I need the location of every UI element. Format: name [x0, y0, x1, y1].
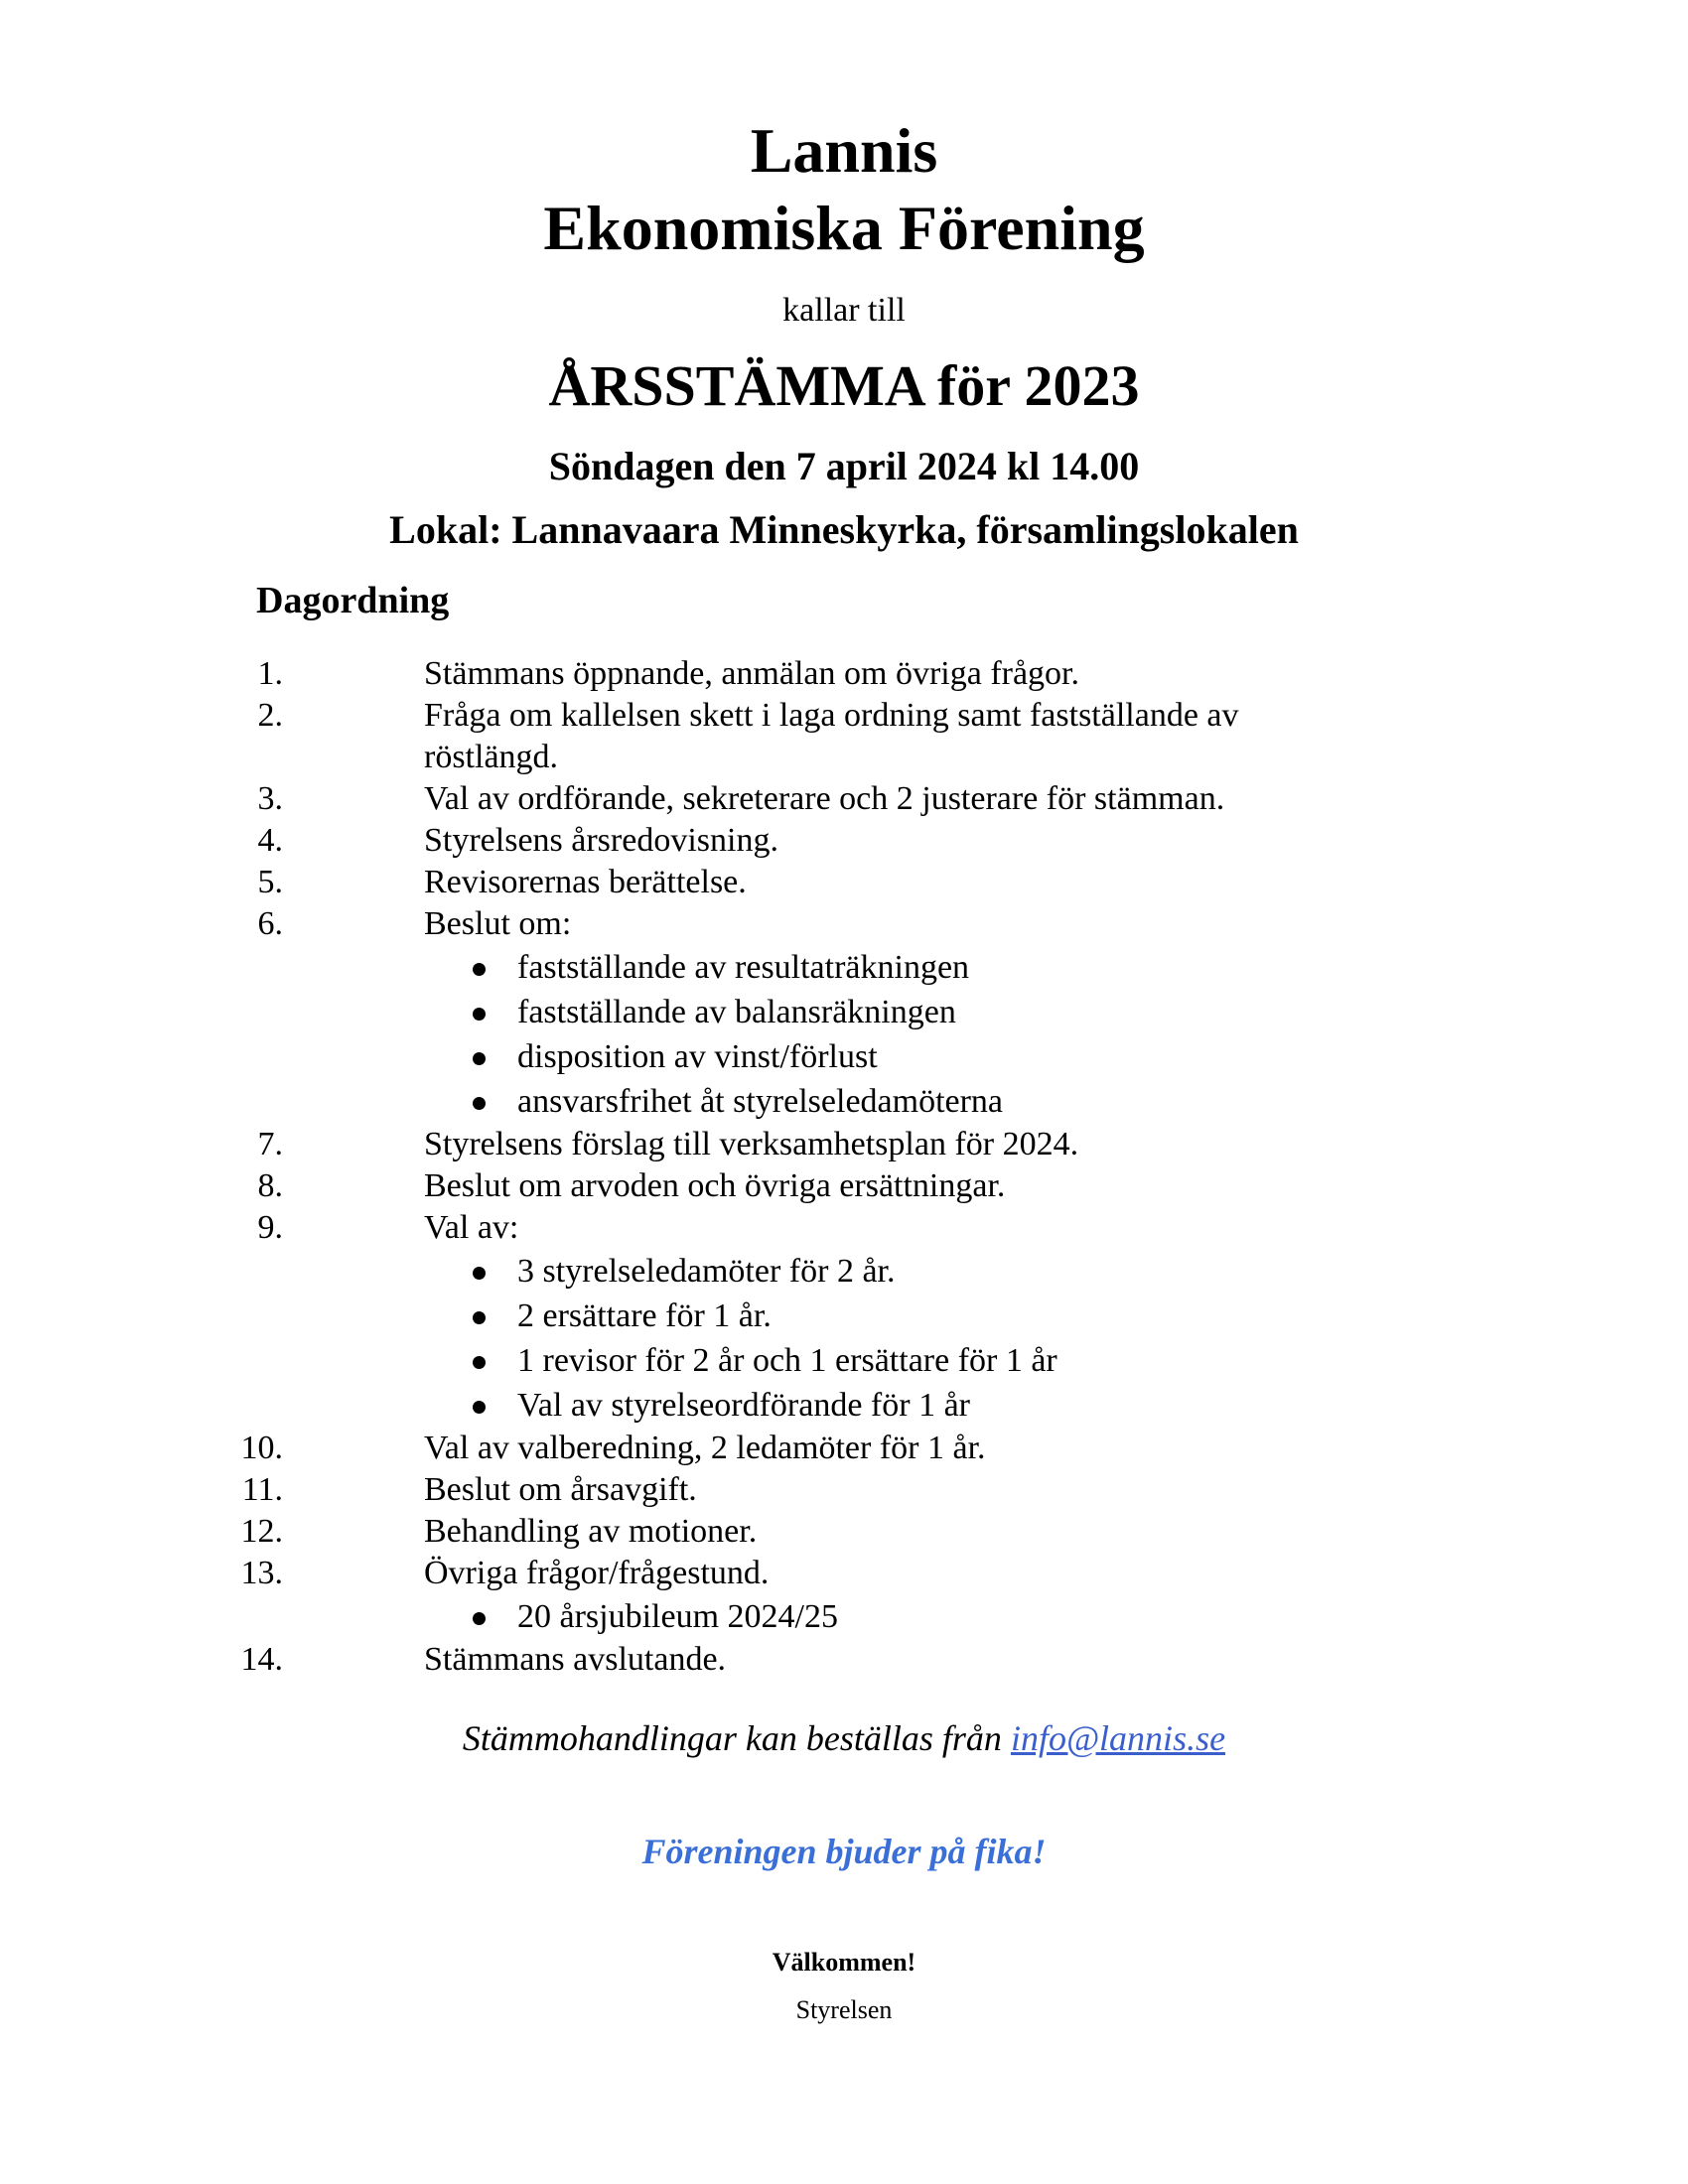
agenda-item-text: Stämmans avslutande. [424, 1641, 727, 1678]
agenda-item-number: 1. [257, 655, 283, 692]
bullet-icon [473, 1356, 486, 1369]
meeting-title: ÅRSSTÄMMA för 2023 [548, 353, 1140, 418]
calls-text: kallar till [782, 292, 906, 329]
agenda-item [0, 1207, 1688, 1249]
agenda-item [0, 1511, 1688, 1553]
agenda-item-text: Val av valberedning, 2 ledamöter för 1 år. [424, 1430, 986, 1466]
agenda-sub-item [0, 945, 1688, 990]
agenda-item [0, 1428, 1688, 1469]
agenda-item-text: Fråga om kallelsen skett i laga ordning samt fastställande av röstlängd. [424, 697, 1239, 775]
agenda-sub-item-text: disposition av vinst/förlust [517, 1038, 878, 1075]
agenda-item-number: 10. [240, 1430, 283, 1466]
bullet-icon [473, 1008, 486, 1021]
welcome-text: Välkommen! [772, 1948, 916, 1977]
agenda-item-text: Beslut om: [424, 905, 572, 942]
agenda-sub-item-text: 1 revisor för 2 år och 1 ersättare för 1 år [517, 1342, 1057, 1379]
agenda-item-number: 6. [257, 905, 283, 942]
agenda-item-number: 8. [257, 1167, 283, 1204]
agenda-item-number: 14. [240, 1641, 283, 1678]
agenda-item [0, 1639, 1688, 1681]
org-name-line1: Lannis [750, 115, 938, 186]
agenda-item [0, 862, 1688, 903]
agenda-sub-item-text: fastställande av balansräkningen [517, 994, 956, 1030]
signature: Styrelsen [795, 1995, 893, 2024]
bullet-icon [473, 1267, 486, 1280]
agenda-item-number: 2. [257, 697, 283, 734]
agenda-item-text: Styrelsens förslag till verksamhetsplan för 2024. [424, 1126, 1079, 1162]
agenda-sub-item [0, 1338, 1688, 1383]
agenda-sub-item [0, 1079, 1688, 1124]
agenda-item [0, 653, 1688, 695]
agenda-item [0, 1165, 1688, 1207]
agenda-item [0, 903, 1688, 945]
agenda-sub-item [0, 1249, 1688, 1294]
agenda-item-text: Revisorernas berättelse. [424, 864, 747, 900]
agenda-item [0, 695, 1688, 778]
bullet-icon [473, 1401, 486, 1414]
agenda-sub-item-text: ansvarsfrihet åt styrelseledamöterna [517, 1083, 1004, 1120]
agenda-item [0, 1553, 1688, 1594]
org-name-line2: Ekonomiska Förening [543, 193, 1145, 263]
documents-note-text: Stämmohandlingar kan beställas från [462, 1718, 1011, 1758]
agenda-sub-item [0, 1034, 1688, 1079]
agenda-item-text: Val av: [424, 1209, 519, 1246]
bullet-icon [473, 1097, 486, 1110]
meeting-venue: Lokal: Lannavaara Minneskyrka, församlingslokalen [389, 507, 1299, 552]
agenda-item [0, 820, 1688, 862]
agenda-list [0, 653, 1688, 1681]
agenda-item-number: 11. [241, 1471, 283, 1508]
agenda-item [0, 1124, 1688, 1165]
agenda-sub-item-text: fastställande av resultaträkningen [517, 949, 970, 986]
bullet-icon [473, 1052, 486, 1065]
agenda-heading: Dagordning [256, 580, 450, 621]
documents-note [0, 1720, 1688, 1756]
agenda-sub-item [0, 1594, 1688, 1639]
agenda-item [0, 778, 1688, 820]
agenda-sub-item-text: Val av styrelseordförande för 1 år [517, 1387, 970, 1424]
agenda-sub-item-text: 2 ersättare för 1 år. [517, 1297, 772, 1334]
agenda-item-text: Stämmans öppnande, anmälan om övriga frågor. [424, 655, 1079, 692]
agenda-item-number: 13. [240, 1555, 283, 1591]
agenda-item-text: Beslut om arvoden och övriga ersättningar. [424, 1167, 1006, 1204]
agenda-item-text: Behandling av motioner. [424, 1513, 758, 1550]
agenda-sub-item-text: 20 årsjubileum 2024/25 [517, 1598, 838, 1635]
agenda-item [0, 1469, 1688, 1511]
email-link[interactable]: info@lannis.se [1010, 1718, 1226, 1758]
agenda-sub-item-text: 3 styrelseledamöter för 2 år. [517, 1253, 896, 1290]
agenda-item-number: 3. [257, 780, 283, 817]
agenda-sub-item [0, 1294, 1688, 1338]
agenda-item-number: 9. [257, 1209, 283, 1246]
agenda-item-number: 12. [240, 1513, 283, 1550]
agenda-sub-item [0, 1383, 1688, 1428]
bullet-icon [473, 963, 486, 976]
agenda-item-text: Övriga frågor/frågestund. [424, 1555, 770, 1591]
bullet-icon [473, 1612, 486, 1625]
agenda-sub-item [0, 990, 1688, 1034]
agenda-item-number: 5. [257, 864, 283, 900]
agenda-item-text: Val av ordförande, sekreterare och 2 justerare för stämman. [424, 780, 1225, 817]
agenda-item-text: Styrelsens årsredovisning. [424, 822, 778, 859]
agenda-item-number: 4. [257, 822, 283, 859]
bullet-icon [473, 1311, 486, 1324]
agenda-item-number: 7. [257, 1126, 283, 1162]
meeting-date: Söndagen den 7 april 2024 kl 14.00 [548, 444, 1140, 488]
agenda-item-text: Beslut om årsavgift. [424, 1471, 697, 1508]
fika-note: Föreningen bjuder på fika! [641, 1832, 1047, 1871]
